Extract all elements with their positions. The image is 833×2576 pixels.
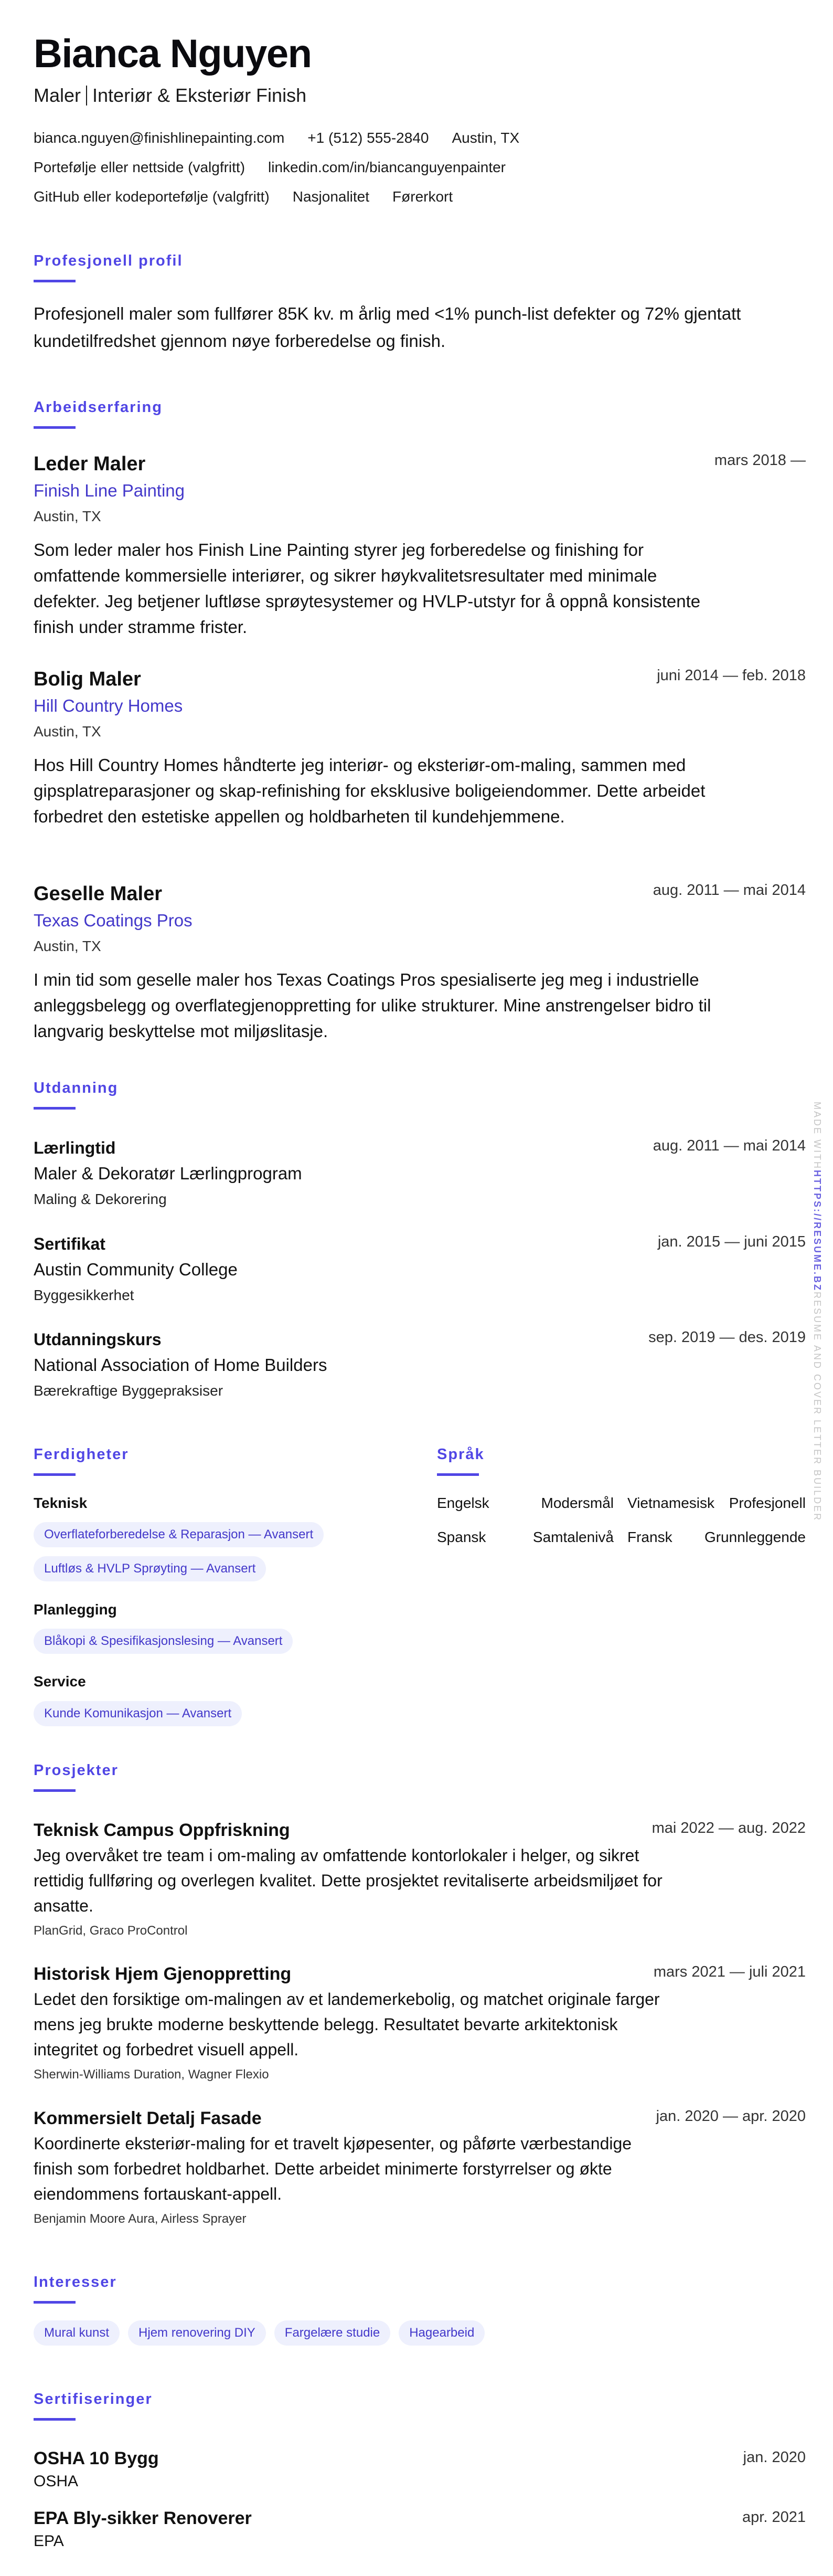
education-date: jan. 2015 — juni 2015	[657, 1233, 806, 1250]
interests-list	[34, 2320, 485, 2346]
education-item	[34, 1135, 806, 1212]
linkedin-link[interactable]: linkedin.com/in/biancanguyenpainter	[268, 159, 506, 175]
language-level: Profesjonell	[729, 1495, 806, 1511]
project-title: Historisk Hjem Gjenoppretting	[34, 1964, 292, 1984]
certification-issuer: EPA	[34, 2532, 64, 2550]
experience-location: Austin, TX	[34, 723, 101, 740]
section-heading-education: Utdanning	[34, 1080, 119, 1096]
skill-chip: Overflateforberedelse & Reparasjon — Avansert	[34, 1522, 324, 1547]
specialty: Interiør & Eksteriør Finish	[92, 85, 307, 106]
education-field: Maling & Dekorering	[34, 1191, 167, 1207]
candidate-name: Bianca Nguyen	[34, 31, 312, 76]
experience-item	[34, 450, 806, 640]
heading-underline	[34, 2301, 76, 2304]
skill-category: Planlegging	[34, 1601, 117, 1618]
experience-company: Texas Coatings Pros	[34, 911, 193, 930]
role: Maler	[34, 85, 81, 106]
interest-chip: Fargelære studie	[274, 2320, 390, 2346]
experience-description: Hos Hill Country Homes håndterte jeg interiør- og eksteriør-om-maling, sammen med gipsplatreparasjoner og skap-refinishing for eksklusive boligeiendommer. Dette arbeidet forbedret den estetiske appellen og holdbarheten til kundehjemmene.	[34, 755, 706, 826]
education-field: Bærekraftige Byggepraksiser	[34, 1382, 223, 1399]
section-heading-profile: Profesjonell profil	[34, 252, 183, 269]
education-item	[34, 1231, 806, 1308]
builder-watermark	[811, 1102, 824, 1522]
experience-description: I min tid som geselle maler hos Texas Coatings Pros spesialiserte jeg meg i industrielle anleggsbelegg og overflategjenoppretting for ulike strukturer. Mine anstrengelser bidro til langvarig beskyttelse mot miljøslitasje.	[34, 970, 711, 1041]
education-title: Utdanningskurs	[34, 1330, 162, 1349]
experience-location: Austin, TX	[34, 938, 101, 954]
section-heading-certifications: Sertifiseringer	[34, 2391, 153, 2408]
section-heading-skills: Ferdigheter	[34, 1446, 129, 1463]
certification-title: EPA Bly-sikker Renoverer	[34, 2508, 252, 2528]
heading-underline	[437, 1473, 479, 1476]
education-title: Sertifikat	[34, 1234, 105, 1253]
language-level: Samtalenivå	[532, 1529, 614, 1545]
section-heading-languages: Språk	[437, 1446, 485, 1463]
experience-date: mars 2018 —	[714, 452, 806, 469]
experience-company: Hill Country Homes	[34, 696, 183, 715]
experience-company: Finish Line Painting	[34, 481, 185, 500]
interest-chip: Mural kunst	[34, 2320, 120, 2346]
project-date: jan. 2020 — apr. 2020	[656, 2108, 806, 2125]
education-item	[34, 1327, 806, 1403]
drivers-license: Førerkort	[392, 188, 453, 205]
language-name: Engelsk	[437, 1495, 489, 1511]
project-date: mars 2021 — juli 2021	[653, 1963, 806, 1980]
experience-location: Austin, TX	[34, 508, 101, 524]
portfolio-link[interactable]: Portefølje eller nettside (valgfritt)	[34, 159, 245, 175]
experience-date: juni 2014 — feb. 2018	[657, 667, 806, 684]
watermark-link[interactable]: HTTPS://RESUME.BZ	[812, 1170, 823, 1292]
title-separator	[86, 86, 87, 105]
project-item	[34, 1961, 806, 2087]
project-tools: Sherwin-Williams Duration, Wagner Flexio	[34, 2067, 269, 2082]
heading-underline	[34, 1789, 76, 1792]
project-tools: PlanGrid, Graco ProControl	[34, 1924, 188, 1938]
language-name: Vietnamesisk	[627, 1495, 715, 1511]
github-link[interactable]: GitHub eller kodeportefølje (valgfritt)	[34, 188, 270, 205]
project-item	[34, 1818, 806, 1944]
education-date: aug. 2011 — mai 2014	[653, 1137, 806, 1154]
certification-issuer: OSHA	[34, 2473, 79, 2490]
interest-chip: Hagearbeid	[399, 2320, 485, 2346]
section-heading-interests: Interesser	[34, 2274, 117, 2290]
skill-category: Teknisk	[34, 1495, 88, 1511]
language-level: Modersmål	[541, 1495, 614, 1511]
experience-description: Som leder maler hos Finish Line Painting styrer jeg forberedelse og finishing for omfattende kommersielle interiører, og sikrer høykvalitetsresultater med minimale defekter. Jeg betjener luftløse sprøytesystemer og HVLP-utstyr for å oppnå konsistente finish under stramme frister.	[34, 540, 701, 637]
heading-underline	[34, 280, 76, 282]
skill-category: Service	[34, 1673, 86, 1690]
language-level: Grunnleggende	[704, 1529, 806, 1545]
section-heading-experience: Arbeidserfaring	[34, 399, 163, 416]
phone[interactable]: +1 (512) 555-2840	[307, 130, 429, 146]
email-link[interactable]: bianca.nguyen@finishlinepainting.com	[34, 130, 285, 146]
skill-chip: Blåkopi & Spesifikasjonslesing — Avansert	[34, 1629, 293, 1654]
experience-title: Leder Maler	[34, 453, 146, 475]
contact-info	[34, 123, 542, 212]
heading-underline	[34, 426, 76, 429]
experience-date: aug. 2011 — mai 2014	[653, 882, 806, 899]
project-item	[34, 2106, 806, 2232]
skill-chip: Luftløs & HVLP Sprøyting — Avansert	[34, 1556, 266, 1581]
certification-item	[34, 2447, 806, 2493]
heading-underline	[34, 1107, 76, 1110]
project-description: Jeg overvåket tre team i om-maling av omfattende kontorlokaler i helger, og sikret rettidig fullføring og overlegen kvalitet. Dette prosjektet revitaliserte arbeidsmiljøet for ansatte.	[34, 1846, 663, 1915]
project-description: Koordinerte eksteriør-maling for et travelt kjøpesenter, og påførte værbestandige finish som forbedret holdbarhet. Dette arbeidet minimerte forstyrrelser og økte eiendommens fortauskant-appell.	[34, 2134, 632, 2203]
language-name: Spansk	[437, 1529, 486, 1545]
education-institution: National Association of Home Builders	[34, 1355, 327, 1375]
heading-underline	[34, 1473, 76, 1476]
certification-date: apr. 2021	[742, 2509, 806, 2526]
education-date: sep. 2019 — des. 2019	[648, 1329, 806, 1346]
heading-underline	[34, 2418, 76, 2421]
language-name: Fransk	[627, 1529, 672, 1545]
education-institution: Austin Community College	[34, 1260, 238, 1279]
certification-item	[34, 2507, 806, 2553]
experience-title: Geselle Maler	[34, 883, 163, 905]
education-title: Lærlingtid	[34, 1138, 116, 1157]
certification-title: OSHA 10 Bygg	[34, 2448, 159, 2468]
job-title	[34, 84, 306, 107]
project-title: Teknisk Campus Oppfriskning	[34, 1820, 290, 1840]
nationality: Nasjonalitet	[292, 188, 370, 205]
experience-item	[34, 880, 806, 1044]
section-heading-projects: Prosjekter	[34, 1762, 119, 1779]
location: Austin, TX	[452, 130, 520, 146]
project-tools: Benjamin Moore Aura, Airless Sprayer	[34, 2212, 247, 2226]
skill-chip: Kunde Komunikasjon — Avansert	[34, 1701, 242, 1726]
education-field: Byggesikkerhet	[34, 1287, 134, 1303]
education-institution: Maler & Dekoratør Lærlingprogram	[34, 1164, 302, 1183]
experience-item	[34, 665, 806, 829]
profile-summary: Profesjonell maler som fullfører 85K kv. m årlig med <1% punch-list defekter og 72% gjentatt kundetilfredshet gjennom nøye forberedelse og finish.	[34, 304, 741, 351]
watermark-text: RESUME AND COVER LETTER BUILDER	[812, 1292, 823, 1522]
watermark-text: MADE WITH	[812, 1102, 823, 1170]
project-date: mai 2022 — aug. 2022	[652, 1820, 806, 1836]
certification-date: jan. 2020	[743, 2449, 806, 2466]
project-description: Ledet den forsiktige om-malingen av et landemerkebolig, og matchet originale farger mens jeg brukte moderne beskyttende belegg. Resultatet bevarte arkitektonisk integritet og forbedret visuell appell.	[34, 1990, 660, 2059]
project-title: Kommersielt Detalj Fasade	[34, 2108, 262, 2128]
interest-chip: Hjem renovering DIY	[128, 2320, 266, 2346]
experience-title: Bolig Maler	[34, 668, 141, 690]
